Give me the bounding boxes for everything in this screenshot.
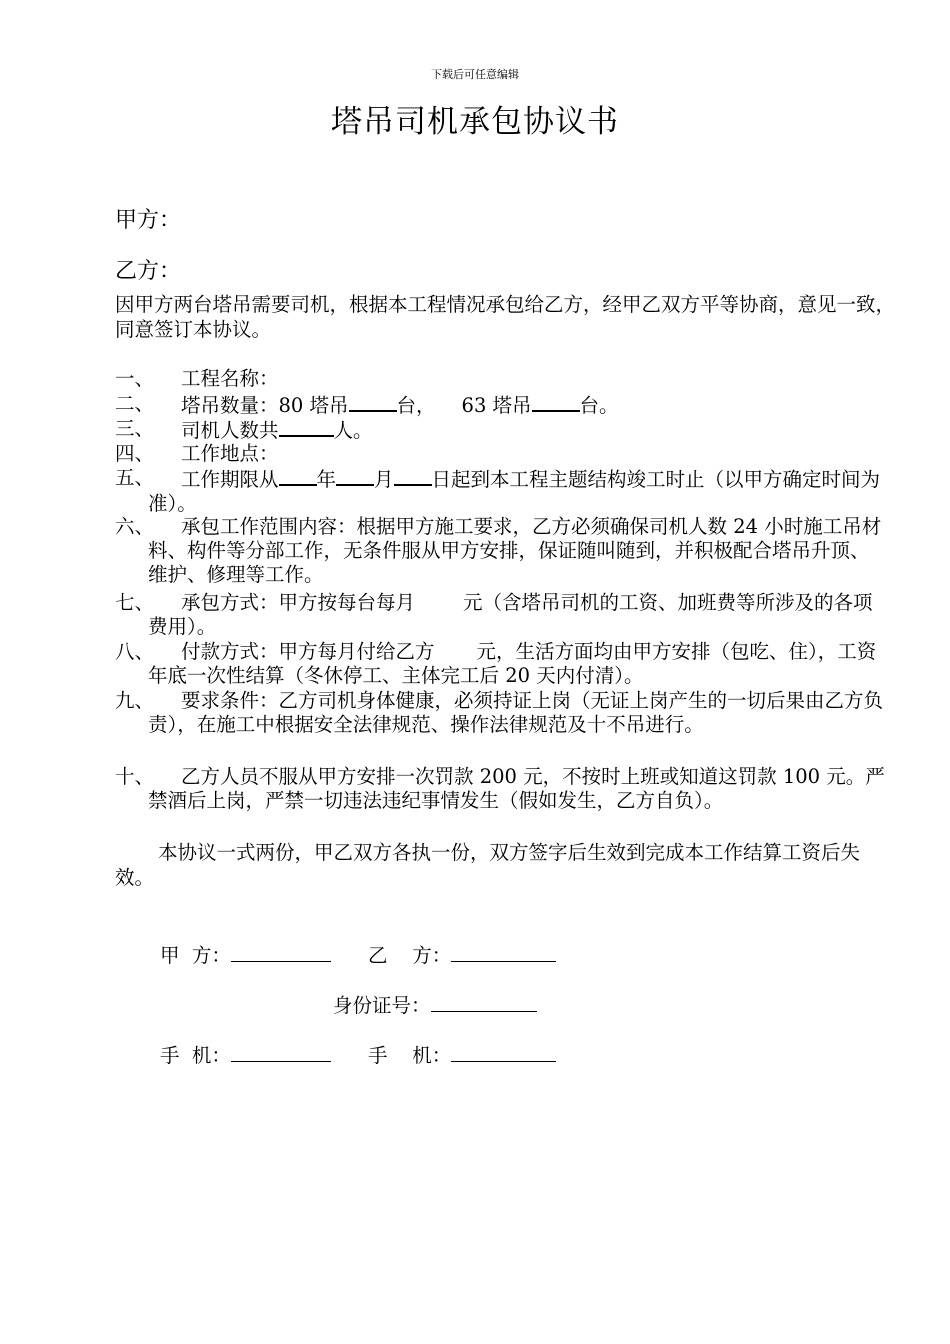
document-title: 塔吊司机承包协议书 (331, 104, 619, 140)
clause-number: 七、 (115, 591, 155, 614)
clause-text: 元，生活方面均由甲方安排（包吃、住），工资年底一次性结算（冬休停工、主体完工后 20 天内付清）。 (148, 640, 877, 687)
clause-number: 二、 (115, 392, 155, 415)
clause-number: 八、 (115, 640, 155, 663)
clause-text: 工作地点： (181, 442, 279, 465)
clause-text: 工作期限从 (181, 468, 279, 491)
clause-1 (115, 367, 885, 391)
clause-7 (115, 591, 885, 639)
clause-6 (115, 515, 885, 586)
signature-label: 手 机： (368, 1044, 452, 1067)
signature-line[interactable] (431, 991, 537, 1012)
party-b-label: 乙方： (115, 259, 182, 284)
clause-text: 日起到本工程主题结构竣工时止（以甲方确定时间为准）。 (148, 468, 881, 515)
clause-text: 司机人数共 (181, 419, 279, 442)
signature-label: 乙 方： (368, 944, 452, 967)
fill-in-blank[interactable] (394, 466, 432, 486)
fill-in-blank[interactable] (279, 466, 317, 486)
signature-line[interactable] (451, 1041, 556, 1062)
signature-label: 手 机： (160, 1044, 231, 1067)
clause-text: 塔吊数量：80 塔吊 (181, 394, 349, 417)
clause-text: 年 (316, 468, 337, 491)
party-a-label: 甲方： (115, 208, 182, 233)
signature-line[interactable] (451, 941, 556, 962)
clause-number: 十、 (115, 765, 155, 788)
clause-8 (115, 640, 885, 688)
clause-number: 五、 (115, 466, 155, 489)
fill-in-blank[interactable] (336, 466, 374, 486)
signature-label: 身份证号： (333, 994, 431, 1017)
clause-5 (115, 466, 885, 516)
clause-text: 工程名称： (181, 367, 279, 390)
clause-10 (115, 765, 885, 813)
clause-number: 一、 (115, 367, 155, 390)
clause-text: 台。 (579, 394, 619, 417)
clause-number: 四、 (115, 442, 155, 465)
clause-text: 付款方式：甲方每月付给乙方 (181, 640, 435, 663)
closing-paragraph: 本协议一式两份，甲乙双方各执一份，双方签字后生效到完成本工作结算工资后失效。 (115, 841, 861, 889)
signature-phone-a (160, 1040, 331, 1068)
clause-3 (115, 417, 885, 443)
clause-text: 人。 (333, 419, 373, 442)
clause-text: 承包工作范围内容：根据甲方施工要求，乙方必须确保司机人数 24 小时施工吊材料、构件等分部工作，无条件服从甲方安排，保证随叫随到，并积极配合塔吊升顶、维护、修理等工作。 (148, 515, 882, 586)
signature-id-number (333, 990, 537, 1018)
clause-text: 乙方人员不服从甲方安排一次罚款 200 元，不按时上班或知道这罚款 100 元。严禁酒后上岗，严禁一切违法违纪事情发生（假如发生，乙方自负）。 (148, 765, 885, 812)
clause-text: 月 (374, 468, 394, 491)
signature-party-a (160, 940, 331, 968)
clause-number: 三、 (115, 417, 155, 440)
signature-line[interactable] (231, 1041, 331, 1062)
intro-paragraph: 因甲方两台塔吊需要司机，根据本工程情况承包给乙方，经甲乙双方平等协商，意见一致，同意签订本协议。 (115, 293, 896, 341)
signature-party-b (368, 940, 556, 968)
clause-text: 台， (396, 394, 436, 417)
clause-number: 六、 (115, 515, 155, 538)
clause-2 (115, 392, 885, 418)
clause-4 (115, 442, 885, 466)
signature-label: 甲 方： (160, 944, 231, 967)
clause-text: 元（含塔吊司机的工资、加班费等所涉及的各项费用）。 (148, 591, 873, 638)
fill-in-blank[interactable] (279, 417, 334, 437)
signature-phone-b (368, 1040, 556, 1068)
clause-number: 九、 (115, 689, 155, 712)
header-note: 下载后可任意编辑 (431, 68, 519, 81)
fill-in-blank[interactable] (532, 392, 580, 412)
clause-9 (115, 689, 885, 737)
fill-in-blank[interactable] (349, 392, 397, 412)
signature-line[interactable] (231, 941, 331, 962)
clause-text: 承包方式：甲方按每台每月 (181, 591, 416, 614)
clause-text: 要求条件：乙方司机身体健康，必须持证上岗（无证上岗产生的一切后果由乙方负责），在施工中根据安全法律规范、操作法律规范及十不吊进行。 (148, 689, 884, 736)
clause-text: 63 塔吊 (461, 394, 532, 417)
